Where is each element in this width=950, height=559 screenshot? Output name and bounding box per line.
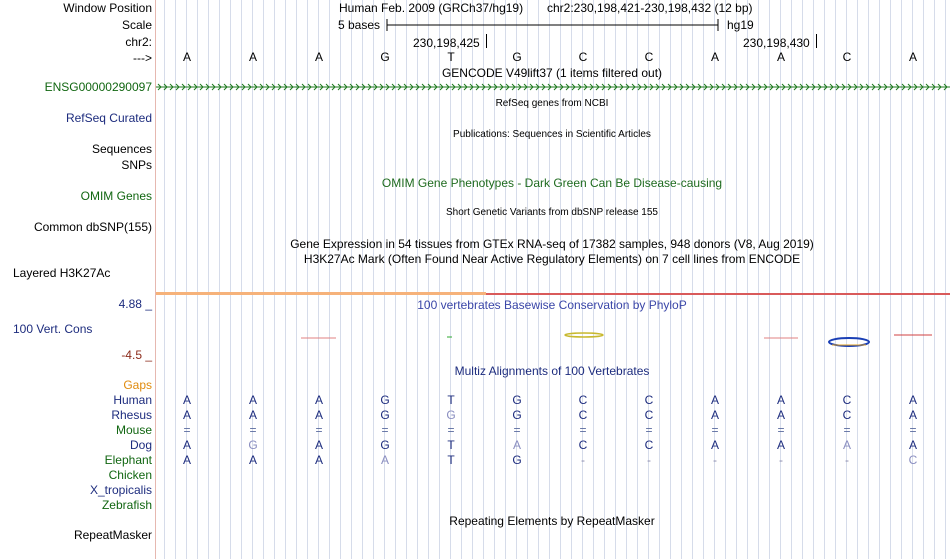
omim-track-title: OMIM Gene Phenotypes - Dark Green Can Be Disease-causing xyxy=(381,176,723,190)
scale-label: Scale xyxy=(121,18,152,32)
alignment-base: - xyxy=(713,453,717,467)
position-tick-left-mark xyxy=(486,34,487,48)
species-rhesus-label[interactable]: Rhesus xyxy=(111,408,152,422)
alignment-base: A xyxy=(710,438,719,452)
repeatmasker-track-title: Repeating Elements by RepeatMasker xyxy=(449,514,655,528)
alignment-base: C xyxy=(578,408,588,422)
species-xtropicalis-label[interactable]: X_tropicalis xyxy=(89,483,152,497)
alignment-base: A xyxy=(380,453,389,467)
strand-label: ---> xyxy=(133,51,152,65)
position-readout: chr2:230,198,421-230,198,432 (12 bp) xyxy=(547,1,753,15)
alignment-base: = xyxy=(447,423,455,437)
refseq-track-title: RefSeq genes from NCBI xyxy=(495,98,609,109)
base-letter: G xyxy=(380,50,390,64)
base-letter: T xyxy=(447,50,455,64)
window-position-label: Window Position xyxy=(63,1,152,15)
gencode-gene-feature[interactable] xyxy=(156,81,950,93)
short-variants-track-title: Short Genetic Variants from dbSNP release 155 xyxy=(446,207,658,218)
alignment-base: A xyxy=(710,393,719,407)
alignment-base: G xyxy=(512,393,522,407)
alignment-base: = xyxy=(711,423,719,437)
gencode-track-title: GENCODE V49lift37 (1 items filtered out) xyxy=(441,66,663,80)
alignment-base: T xyxy=(447,453,455,467)
alignment-base: = xyxy=(183,423,191,437)
base-letter: A xyxy=(314,50,323,64)
gaps-label[interactable]: Gaps xyxy=(123,378,152,392)
alignment-base: A xyxy=(776,393,785,407)
position-tick-left: 230,198,425 xyxy=(413,36,480,50)
alignment-base: C xyxy=(644,408,654,422)
snps-track-label[interactable]: SNPs xyxy=(121,158,152,172)
sequences-track-label[interactable]: Sequences xyxy=(91,142,152,156)
phylop-min-label: -4.5 _ xyxy=(121,348,152,362)
alignment-base: C xyxy=(908,453,918,467)
alignment-base: A xyxy=(512,438,521,452)
species-elephant-label[interactable]: Elephant xyxy=(104,453,152,467)
alignment-base: G xyxy=(380,438,390,452)
base-letter: C xyxy=(644,50,654,64)
alignment-base: G xyxy=(446,408,456,422)
alignment-base: G xyxy=(512,453,522,467)
species-human-label[interactable]: Human xyxy=(113,393,152,407)
alignment-base: A xyxy=(248,393,257,407)
alignment-base: G xyxy=(512,408,522,422)
alignment-base: - xyxy=(647,453,651,467)
alignment-base: = xyxy=(249,423,257,437)
alignment-base: = xyxy=(843,423,851,437)
alignment-base: T xyxy=(447,393,455,407)
alignment-base: A xyxy=(908,408,917,422)
layered-h3k27ac-track-label[interactable]: Layered H3K27Ac xyxy=(13,266,111,280)
alignment-base: A xyxy=(314,453,323,467)
alignment-base: A xyxy=(314,438,323,452)
common-dbsnp-track-label[interactable]: Common dbSNP(155) xyxy=(33,220,152,234)
base-letter: A xyxy=(908,50,917,64)
alignment-base: G xyxy=(380,408,390,422)
species-mouse-label[interactable]: Mouse xyxy=(115,423,152,437)
alignment-base: C xyxy=(842,393,852,407)
alignment-base: A xyxy=(248,408,257,422)
alignment-base: A xyxy=(182,438,191,452)
gtex-track-title: Gene Expression in 54 tissues from GTEx RNA-seq of 17382 samples, 948 donors (V8, Aug 2019) xyxy=(290,237,814,251)
alignment-base: G xyxy=(248,438,258,452)
alignment-base: = xyxy=(381,423,389,437)
position-tick-right: 230,198,430 xyxy=(743,36,810,50)
phylop-max-label: 4.88 _ xyxy=(118,297,152,311)
alignment-base: C xyxy=(578,438,588,452)
base-letter: A xyxy=(776,50,785,64)
alignment-base: A xyxy=(776,408,785,422)
h3k27ac-signal-bar-orange xyxy=(156,292,486,295)
base-letter: A xyxy=(182,50,191,64)
species-zebrafish-label[interactable]: Zebrafish xyxy=(101,498,152,512)
alignment-base: = xyxy=(315,423,323,437)
alignment-base: A xyxy=(776,438,785,452)
assembly-title: Human Feb. 2009 (GRCh37/hg19) xyxy=(339,1,524,15)
scale-bar xyxy=(386,17,720,33)
publications-track-title: Publications: Sequences in Scientific Articles xyxy=(453,129,651,140)
h3k27ac-signal-bar-red xyxy=(486,293,950,295)
scale-db: hg19 xyxy=(727,18,754,32)
alignment-base: A xyxy=(182,453,191,467)
base-letter: A xyxy=(710,50,719,64)
scale-text: 5 bases xyxy=(338,18,381,32)
phylop-signal xyxy=(156,325,950,355)
alignment-base: = xyxy=(909,423,917,437)
alignment-base: = xyxy=(777,423,785,437)
chrom-label: chr2: xyxy=(125,35,152,49)
gencode-track-label[interactable]: ENSG00000290097 xyxy=(44,80,152,94)
alignment-base: G xyxy=(380,393,390,407)
cons-track-label[interactable]: 100 Vert. Cons xyxy=(13,322,93,336)
alignment-base: A xyxy=(908,393,917,407)
alignment-base: = xyxy=(645,423,653,437)
alignment-base: = xyxy=(579,423,587,437)
base-letter: C xyxy=(842,50,852,64)
alignment-base: A xyxy=(842,438,851,452)
omim-track-label[interactable]: OMIM Genes xyxy=(80,189,152,203)
species-dog-label[interactable]: Dog xyxy=(129,438,152,452)
alignment-base: C xyxy=(644,393,654,407)
base-sequence-row xyxy=(156,50,950,64)
alignment-base: = xyxy=(513,423,521,437)
alignment-base: C xyxy=(644,438,654,452)
alignment-base: C xyxy=(842,408,852,422)
repeatmasker-track-label[interactable]: RepeatMasker xyxy=(73,528,152,542)
alignment-base: A xyxy=(248,453,257,467)
alignment-base: T xyxy=(447,438,455,452)
alignment-base: A xyxy=(710,408,719,422)
base-letter: C xyxy=(578,50,588,64)
browser-data-area[interactable] xyxy=(156,0,950,559)
alignment-base: A xyxy=(182,393,191,407)
alignment-base: A xyxy=(314,393,323,407)
species-chicken-label[interactable]: Chicken xyxy=(108,468,152,482)
alignment-base: C xyxy=(578,393,588,407)
alignment-base: - xyxy=(845,453,849,467)
base-letter: A xyxy=(248,50,257,64)
alignment-base: A xyxy=(182,408,191,422)
alignment-base: - xyxy=(581,453,585,467)
alignment-base: A xyxy=(314,408,323,422)
alignment-base: - xyxy=(779,453,783,467)
base-letter: G xyxy=(512,50,522,64)
alignment-base: A xyxy=(908,438,917,452)
refseq-track-label[interactable]: RefSeq Curated xyxy=(65,111,152,125)
multiz-track-title: Multiz Alignments of 100 Vertebrates xyxy=(454,364,650,378)
phylop-track-title: 100 vertebrates Basewise Conservation by PhyloP xyxy=(417,298,687,312)
position-tick-right-mark xyxy=(816,34,817,48)
h3k27ac-track-title: H3K27Ac Mark (Often Found Near Active Regulatory Elements) on 7 cell lines from ENCODE xyxy=(303,252,801,266)
